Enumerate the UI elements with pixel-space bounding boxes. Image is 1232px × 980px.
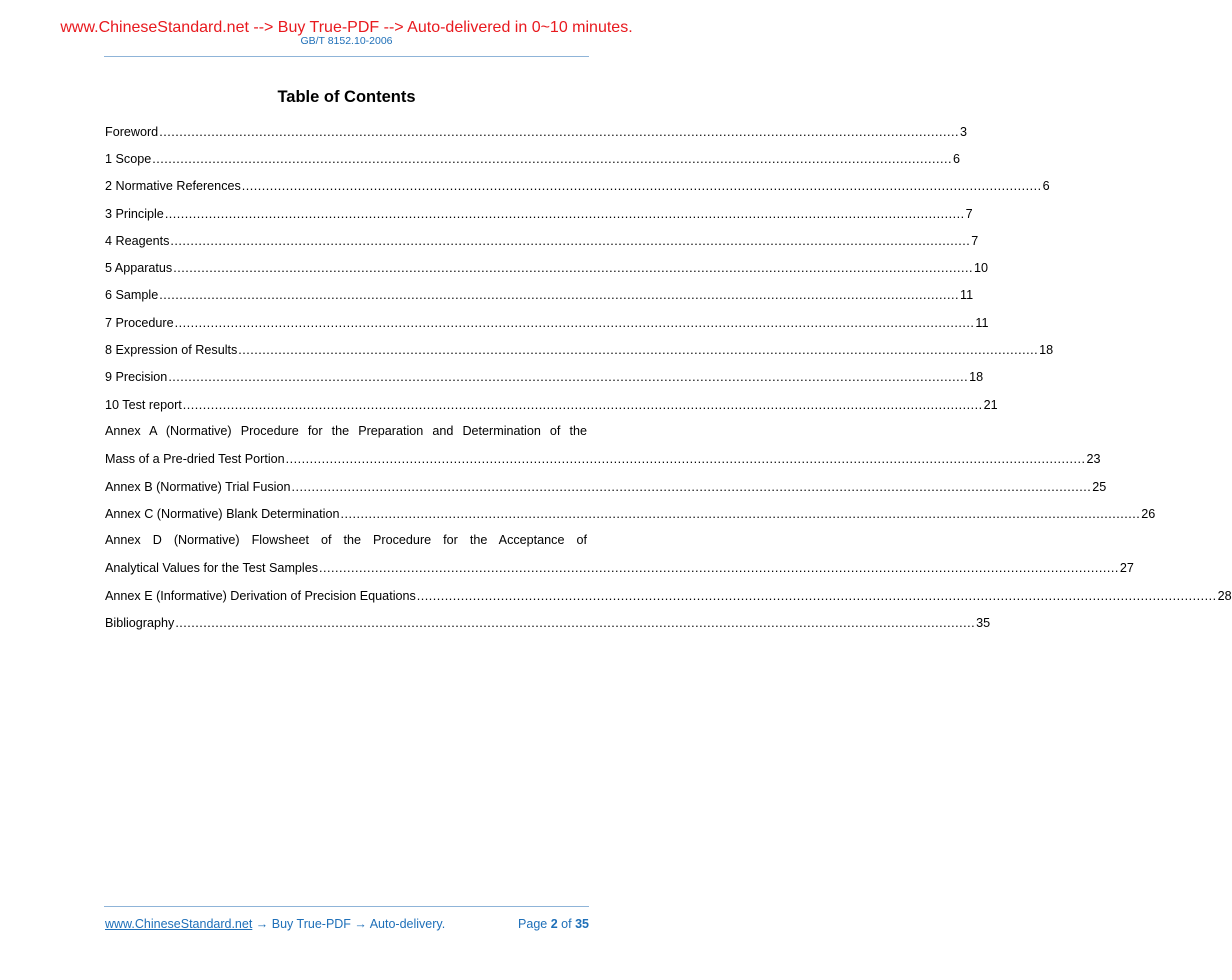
toc-entry[interactable] (105, 391, 998, 418)
toc-entry-page: 26 (1141, 506, 1156, 521)
toc-entry-page: 11 (960, 288, 974, 303)
toc-entry-label: Analytical Values for the Test Samples (105, 561, 319, 576)
toc-entry[interactable] (105, 364, 984, 391)
toc-entry-page: 6 (953, 151, 961, 166)
toc-entry-page: 3 (960, 124, 968, 139)
toc-entry-label: Annex E (Informative) Derivation of Precision Equations (105, 588, 416, 603)
toc-title: Table of Contents (277, 88, 416, 106)
dot-leader: ........................................................................................................................................................................................................ (159, 124, 959, 139)
toc-entry[interactable] (105, 336, 1054, 363)
footer-link-url[interactable]: www.ChineseStandard.net (105, 917, 253, 931)
page-current: 2 (550, 917, 558, 931)
toc-entry-label: Bibliography (105, 615, 175, 630)
toc-entry[interactable] (105, 145, 961, 172)
toc-entry-label: 7 Procedure (105, 315, 174, 330)
toc-entry[interactable] (105, 309, 989, 336)
toc-entry-label: 3 Principle (105, 206, 164, 221)
dot-leader: ........................................................................................................................................................................................................ (416, 588, 1217, 603)
table-of-contents (105, 118, 1232, 637)
toc-entry[interactable] (105, 446, 1101, 473)
dot-leader: ........................................................................................................................................................................................................ (285, 452, 1086, 467)
dot-leader: ........................................................................................................................................................................................................ (319, 561, 1119, 576)
toc-entry[interactable] (105, 609, 991, 636)
dot-leader: ........................................................................................................................................................................................................ (340, 506, 1141, 521)
dot-leader: ........................................................................................................................................................................................................ (170, 233, 971, 248)
toc-entry-label: 5 Apparatus (105, 261, 173, 276)
toc-entry-page: 21 (983, 397, 998, 412)
dot-leader: ........................................................................................................................................................................................................ (174, 315, 975, 330)
page-footer (105, 916, 589, 932)
page-indicator (518, 916, 589, 932)
toc-entry[interactable] (105, 282, 974, 309)
toc-entry-page: 6 (1042, 179, 1050, 194)
toc-entry-page: 18 (969, 370, 984, 385)
dot-leader: ........................................................................................................................................................................................................ (291, 479, 1092, 494)
toc-entry-label: Annex C (Normative) Blank Determination (105, 506, 340, 521)
footer-link-text[interactable]: → Buy True-PDF → Auto-delivery. (252, 917, 446, 931)
toc-entry-label: 9 Precision (105, 370, 168, 385)
toc-entry-page: 10 (974, 261, 989, 276)
toc-entry[interactable] (105, 200, 973, 227)
header-divider (104, 56, 589, 57)
toc-entry-page: 7 (965, 206, 973, 221)
footer-divider (104, 906, 589, 907)
toc-entry[interactable] (105, 118, 968, 145)
toc-entry-page: 23 (1086, 452, 1101, 467)
promo-banner[interactable]: www.ChineseStandard.net --> Buy True-PDF --> Auto-delivered in 0~10 minutes. (60, 19, 633, 36)
toc-entry[interactable] (105, 555, 1134, 582)
toc-entry-label: 6 Sample (105, 288, 159, 303)
footer-link[interactable] (105, 916, 445, 932)
dot-leader: ........................................................................................................................................................................................................ (152, 151, 953, 166)
dot-leader: ........................................................................................................................................................................................................ (241, 179, 1042, 194)
toc-entry-line[interactable]: Annex D (Normative) Flowsheet of the Procedure for the Acceptance of (105, 533, 587, 548)
toc-entry-label: 4 Reagents (105, 233, 170, 248)
toc-entry-page: 28 (1217, 588, 1232, 603)
toc-entry-page: 27 (1119, 561, 1134, 576)
toc-entry[interactable] (105, 254, 989, 281)
toc-entry-page: 35 (976, 615, 991, 630)
dot-leader: ........................................................................................................................................................................................................ (173, 261, 974, 276)
standard-code: GB/T 8152.10-2006 (300, 35, 393, 47)
toc-entry-label: 1 Scope (105, 151, 152, 166)
toc-entry[interactable] (105, 582, 1232, 609)
toc-entry-line[interactable]: Annex A (Normative) Procedure for the Preparation and Determination of the (105, 424, 587, 439)
toc-entry[interactable] (105, 173, 1050, 200)
page-of: of (561, 917, 572, 931)
toc-entry-page: 11 (975, 315, 989, 330)
page-prefix: Page (518, 917, 548, 931)
toc-entry-label: Annex B (Normative) Trial Fusion (105, 479, 291, 494)
toc-entry-label: 10 Test report (105, 397, 182, 412)
toc-entry-label: 2 Normative References (105, 179, 241, 194)
toc-entry-label: 8 Expression of Results (105, 343, 238, 358)
toc-entry-page: 25 (1092, 479, 1107, 494)
toc-entry-page: 18 (1039, 343, 1054, 358)
dot-leader: ........................................................................................................................................................................................................ (159, 288, 960, 303)
dot-leader: ........................................................................................................................................................................................................ (175, 615, 976, 630)
toc-entry[interactable] (105, 473, 1107, 500)
dot-leader: ........................................................................................................................................................................................................ (182, 397, 983, 412)
toc-entry[interactable] (105, 227, 979, 254)
toc-entry[interactable] (105, 500, 1156, 527)
page-total: 35 (575, 917, 589, 931)
toc-entry-label: Foreword (105, 124, 159, 139)
toc-entry-label: Mass of a Pre-dried Test Portion (105, 452, 285, 467)
dot-leader: ........................................................................................................................................................................................................ (164, 206, 965, 221)
dot-leader: ........................................................................................................................................................................................................ (168, 370, 969, 385)
dot-leader: ........................................................................................................................................................................................................ (238, 343, 1039, 358)
toc-entry-page: 7 (971, 233, 979, 248)
